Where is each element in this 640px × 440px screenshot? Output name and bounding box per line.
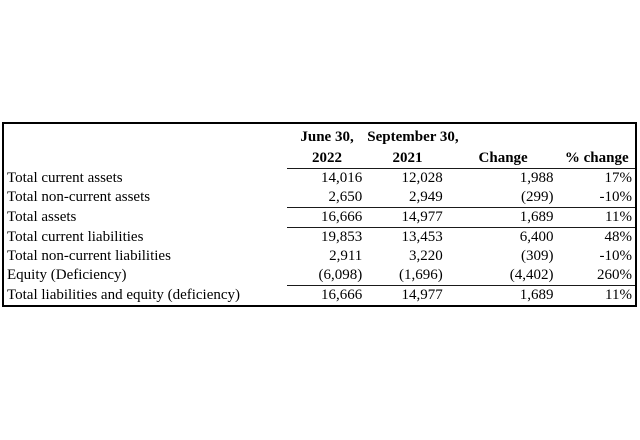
- row-label: Total liabilities and equity (deficiency): [7, 286, 241, 303]
- cell-change: (299): [448, 188, 559, 208]
- cell-2021: 13,453: [401, 229, 443, 245]
- cell-pct-change: 260%: [558, 266, 635, 286]
- cell-pct-change: 11%: [605, 287, 632, 303]
- table-row-total-assets: [4, 208, 635, 228]
- header-label-spacer: [4, 124, 287, 148]
- cell-2022: 2,911: [329, 248, 363, 264]
- financial-summary-table: [2, 122, 637, 307]
- header-change: Change: [448, 148, 559, 169]
- cell-pct-change: 48%: [604, 229, 632, 245]
- cell-2022: (6,098): [287, 266, 368, 286]
- cell-2022: 16,666: [287, 208, 368, 228]
- table-row-total-non-current-liabilities: [4, 247, 635, 266]
- cell-2022: 14,016: [321, 170, 363, 186]
- table-header: [4, 124, 635, 169]
- row-label: Total current assets: [7, 169, 123, 186]
- header-date-june30: June 30,: [300, 129, 354, 145]
- header-spacer-pct: [558, 124, 635, 148]
- header-date-september30: September 30,: [367, 129, 459, 145]
- table-row-total-liabilities-and-equity: [4, 286, 635, 306]
- cell-2021: 3,220: [409, 248, 443, 264]
- balance-sheet-summary: [4, 124, 635, 305]
- cell-change: 1,689: [519, 287, 554, 303]
- header-spacer-change: [448, 124, 559, 148]
- cell-change: (4,402): [448, 266, 559, 286]
- table-body: [4, 169, 635, 306]
- cell-2022: 19,853: [321, 229, 363, 245]
- row-label: Total non-current liabilities: [7, 248, 171, 264]
- header-pct-change: % change: [558, 148, 635, 169]
- cell-pct-change: 11%: [558, 208, 635, 228]
- cell-pct-change: -10%: [599, 248, 632, 264]
- header-row-dates: [4, 124, 635, 148]
- row-label: Total assets: [7, 209, 77, 225]
- table-row-equity-deficiency: [4, 266, 635, 286]
- row-label: Total non-current assets: [7, 189, 151, 206]
- header-year-2022: 2022: [287, 148, 368, 169]
- table-row-total-current-assets: [4, 169, 635, 189]
- cell-2021: 14,977: [367, 208, 448, 228]
- cell-pct-change: -10%: [558, 188, 635, 208]
- cell-2021: 2,949: [367, 188, 448, 208]
- table-row-total-non-current-assets: [4, 188, 635, 208]
- row-label: Equity (Deficiency): [7, 267, 127, 284]
- header-row-columns: [4, 148, 635, 169]
- header-year-2021: 2021: [367, 148, 448, 169]
- cell-2021: 12,028: [401, 170, 443, 186]
- cell-2021: 14,977: [401, 287, 443, 303]
- cell-2022: 2,650: [287, 188, 368, 208]
- cell-pct-change: 17%: [604, 170, 632, 186]
- cell-change: 1,988: [519, 170, 554, 186]
- cell-change: 6,400: [519, 229, 554, 245]
- cell-2022: 16,666: [321, 287, 363, 303]
- header-label-spacer-2: [4, 148, 287, 169]
- cell-2021: (1,696): [367, 266, 448, 286]
- table-row-total-current-liabilities: [4, 228, 635, 248]
- cell-change: 1,689: [448, 208, 559, 228]
- row-label: Total current liabilities: [7, 228, 144, 245]
- cell-change: (309): [520, 248, 554, 264]
